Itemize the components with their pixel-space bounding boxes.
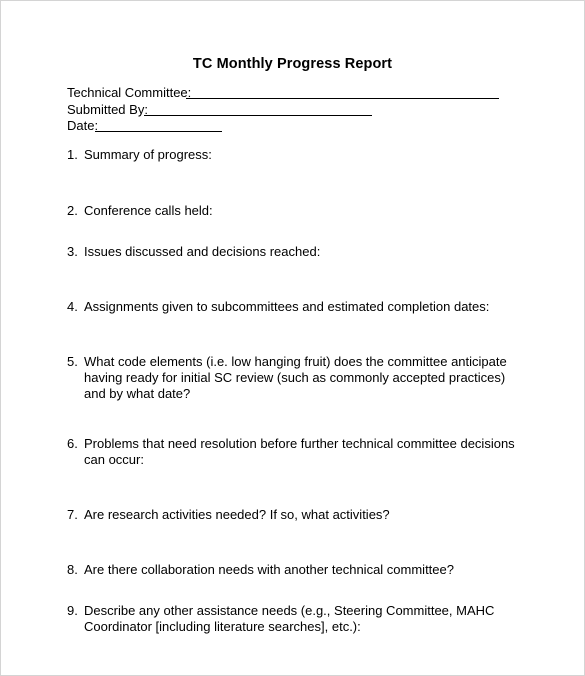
item-text: Problems that need resolution before further technical committee decisions can occur: xyxy=(84,436,515,467)
item-number: 4. xyxy=(67,299,78,314)
item-text: Assignments given to subcommittees and estimated completion dates: xyxy=(84,299,490,314)
item-text: Are research activities needed? If so, what activities? xyxy=(84,507,390,522)
item-text: Conference calls held: xyxy=(84,203,213,218)
item-number: 3. xyxy=(67,244,78,259)
technical-committee-field xyxy=(67,85,191,101)
date-label: Date: xyxy=(67,118,99,133)
item-number: 6. xyxy=(67,436,78,451)
technical-committee-blank-line[interactable] xyxy=(186,98,499,99)
item-text: Issues discussed and decisions reached: xyxy=(84,244,321,259)
item-text: Describe any other assistance needs (e.g., Steering Committee, MAHC Coordinator [including literature searches], etc.): xyxy=(84,603,495,634)
date-blank-line[interactable] xyxy=(95,131,222,132)
item-number: 5. xyxy=(67,354,78,369)
submitted-by-label: Submitted By: xyxy=(67,102,148,117)
item-number: 1. xyxy=(67,147,78,162)
item-number: 7. xyxy=(67,507,78,522)
submitted-by-blank-line[interactable] xyxy=(144,115,372,116)
submitted-by-field xyxy=(67,102,148,118)
page-title: TC Monthly Progress Report xyxy=(192,56,393,72)
item-number: 9. xyxy=(67,603,78,618)
technical-committee-label: Technical Committee: xyxy=(67,85,192,100)
item-number: 2. xyxy=(67,203,78,218)
item-text: Are there collaboration needs with another technical committee? xyxy=(84,562,454,577)
item-text: What code elements (i.e. low hanging fruit) does the committee anticipate having ready for initial SC review (such as commonly accepted practices) and by what date? xyxy=(84,354,507,401)
item-number: 8. xyxy=(67,562,78,577)
item-text: Summary of progress: xyxy=(84,147,212,162)
date-field xyxy=(67,118,98,134)
